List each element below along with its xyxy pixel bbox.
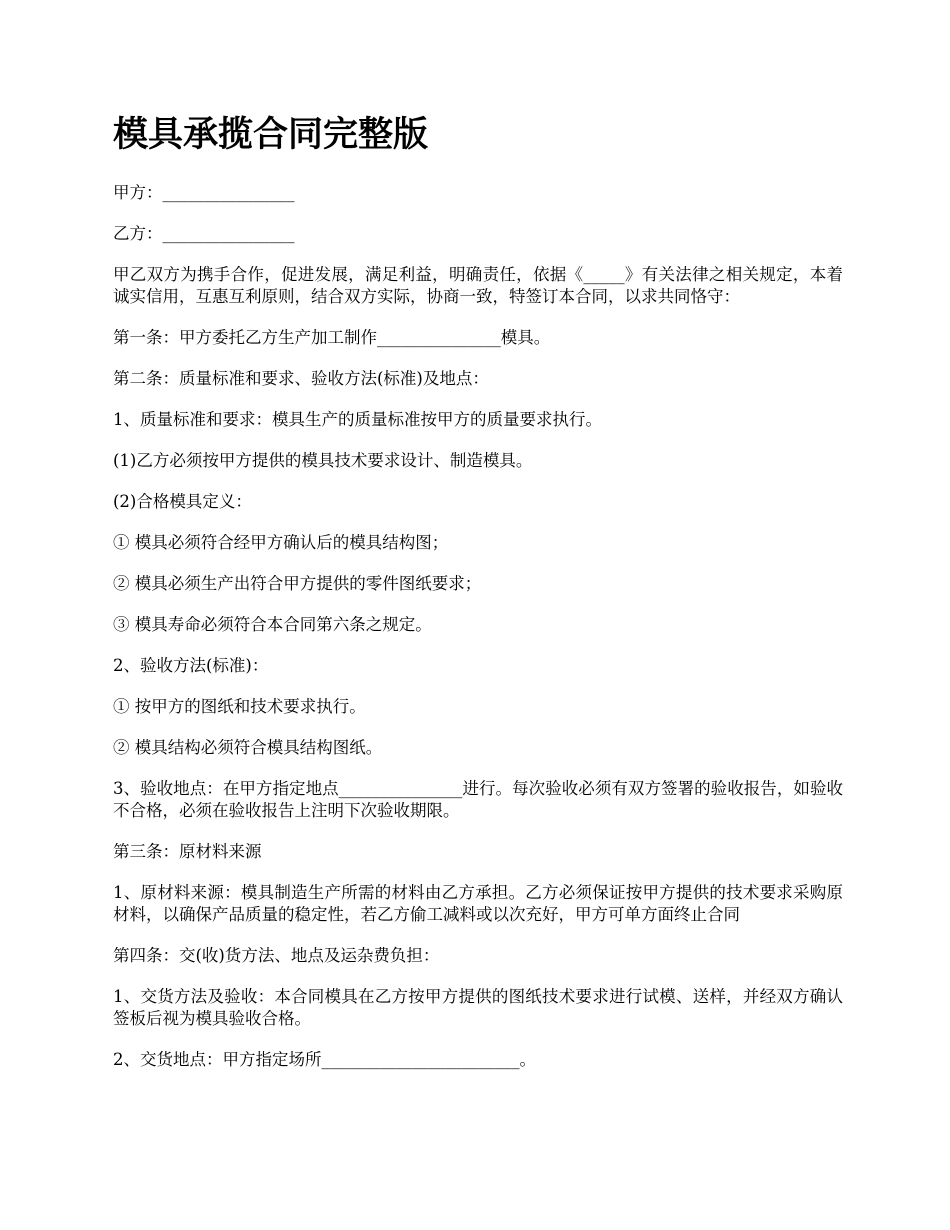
quality-item-2: (2)合格模具定义： [113, 492, 252, 511]
article-4-heading: 第四条：交(收)货方法、地点及运杂费负担： [113, 946, 440, 965]
article-1: 第一条：甲方委托乙方生产加工制作_______________模具。 [113, 328, 551, 347]
mold-definition-item-1: ① 模具必须符合经甲方确认后的模具结构图； [113, 533, 449, 552]
article-3-heading: 第三条：原材料来源 [113, 842, 262, 861]
mold-definition-item-3: ③ 模具寿命必须符合本合同第六条之规定。 [113, 615, 432, 634]
delivery-method-paragraph: 1、交货方法及验收：本合同模具在乙方按甲方提供的图纸技术要求进行试模、送样，并经双方确认签板后视为模具验收合格。 [113, 987, 843, 1028]
mold-definition-item-2: ② 模具必须生产出符合甲方提供的零件图纸要求； [113, 574, 482, 593]
article-2-heading: 第二条：质量标准和要求、验收方法(标准)及地点： [113, 369, 489, 388]
party-b-line: 乙方：________________ [113, 224, 295, 243]
document-title: 模具承揽合同完整版 [113, 115, 429, 155]
quality-standard-paragraph: 1、质量标准和要求：模具生产的质量标准按甲方的质量要求执行。 [113, 410, 602, 429]
quality-item-1: (1)乙方必须按甲方提供的模具技术要求设计、制造模具。 [113, 451, 533, 470]
preamble-paragraph: 甲乙双方为携手合作，促进发展，满足利益，明确责任，依据《_____》有关法律之相关规定，本着诚实信用，互惠互利原则，结合双方实际，协商一致，特签订本合同，以求共同恪守： [113, 265, 843, 306]
acceptance-location-paragraph: 3、验收地点：在甲方指定地点_______________进行。每次验收必须有双方签署的验收报告，如验收不合格，必须在验收报告上注明下次验收期限。 [113, 779, 843, 820]
acceptance-method-item-1: ① 按甲方的图纸和技术要求执行。 [113, 697, 366, 716]
acceptance-method-item-2: ② 模具结构必须符合模具结构图纸。 [113, 738, 383, 757]
raw-material-paragraph: 1、原材料来源：模具制造生产所需的材料由乙方承担。乙方必须保证按甲方提供的技术要求采购原材料，以确保产品质量的稳定性，若乙方偷工减料或以次充好，甲方可单方面终止合同 [113, 883, 843, 924]
party-a-line: 甲方：________________ [113, 183, 295, 202]
document-page [113, 110, 843, 1090]
delivery-location-paragraph: 2、交货地点：甲方指定场所________________________。 [113, 1050, 536, 1069]
acceptance-method-heading: 2、验收方法(标准)： [113, 656, 269, 675]
